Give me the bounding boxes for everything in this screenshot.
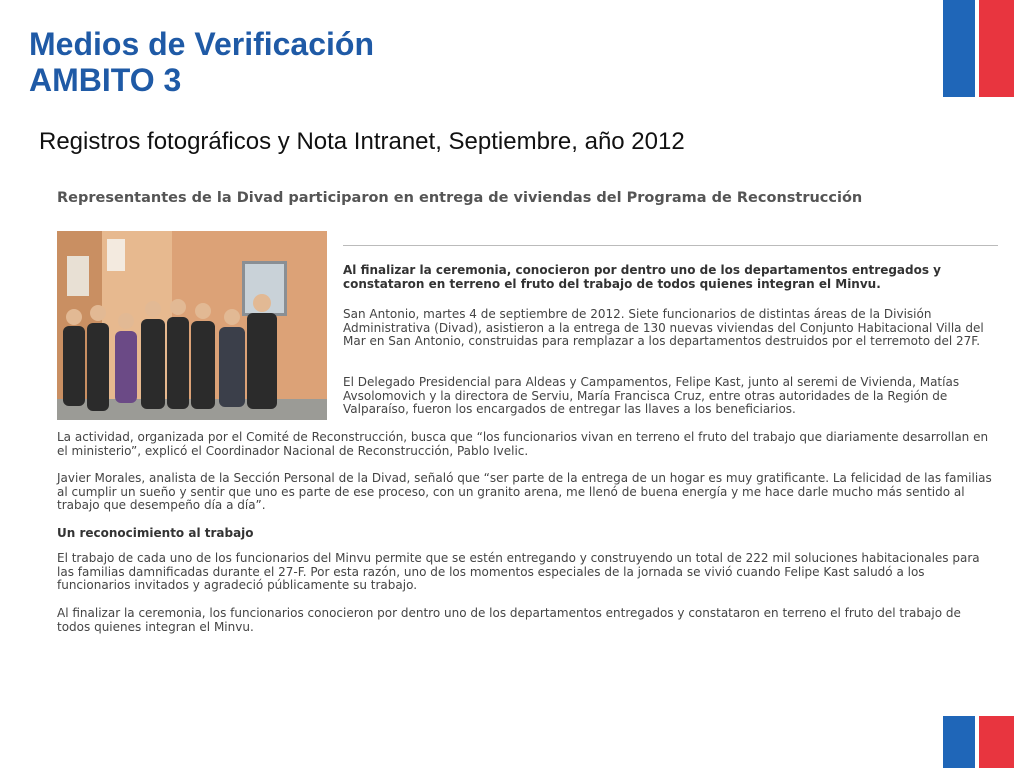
slide-subtitle: Registros fotográficos y Nota Intranet, Septiembre, año 2012 — [39, 128, 685, 155]
article-paragraph: El Delegado Presidencial para Aldeas y Campamentos, Felipe Kast, junto al seremi de Vivienda, Matías Avsolomovich y la directora de Serviu, María Francisca Cruz, entre otras autoridades de la Región de Valparaíso, fueron los encargados de entregar las llaves a los beneficiarios. — [343, 375, 960, 416]
article-paragraph: El trabajo de cada uno de los funcionarios del Minvu permite que se estén entregando y construyendo un total de 222 mil soluciones habitacionales para las familias damnificadas durante el 27-F. Por esta razón, uno de los momentos especiales de la jornada se vivió cuando Felipe Kast saludó a los funcionarios invitados y agradeció públicamente su trabajo. — [57, 551, 980, 592]
article-lead: Al finalizar la ceremonia, conocieron por dentro uno de los departamentos entregados y constataron en terreno el fruto del trabajo de todos quienes integran el Minvu. — [343, 263, 942, 291]
article-subheading: Un reconocimiento al trabajo — [57, 526, 254, 540]
chile-flag-corner-bottom — [943, 716, 1014, 768]
slide-title-line1: Medios de Verificación — [29, 26, 374, 62]
article-paragraph: San Antonio, martes 4 de septiembre de 2012. Siete funcionarios de distintas áreas de la División Administrativa (Divad), asistieron a la entrega de 130 nuevas viviendas del Conjunto Habitacional Villa del Mar en San Antonio, construidas para remplazar a los departamentos destruidos por el terremoto del 27F. — [343, 307, 984, 348]
slide-title — [29, 26, 374, 98]
article-paragraph: La actividad, organizada por el Comité de Reconstrucción, busca que “los funcionarios vivan en terreno el fruto del trabajo que diariamente desarrollan en el ministerio”, explicó el Coordinador Nacional de Reconstrucción, Pablo Ivelic. — [57, 430, 989, 458]
divider — [343, 245, 998, 246]
article-headline: Representantes de la Divad participaron en entrega de viviendas del Programa de Reconstrucción — [57, 190, 863, 206]
article-paragraph: Al finalizar la ceremonia, los funcionarios conocieron por dentro uno de los departamentos entregados y constataron en terreno el fruto del trabajo de todos quienes integran el Minvu. — [57, 606, 961, 634]
group-photo — [57, 231, 327, 420]
article-paragraph: Javier Morales, analista de la Sección Personal de la Divad, señaló que “ser parte de la entrega de un hogar es muy gratificante. La felicidad de las familias al cumplir un sueño y sentir que uno es parte de ese proceso, con un granito arena, me llenó de buena energía y me hace darle mucho más sentido al trabajo que desempeño día a día”. — [57, 471, 992, 512]
chile-flag-corner-top — [943, 0, 1014, 97]
slide-title-line2: AMBITO 3 — [29, 62, 182, 98]
